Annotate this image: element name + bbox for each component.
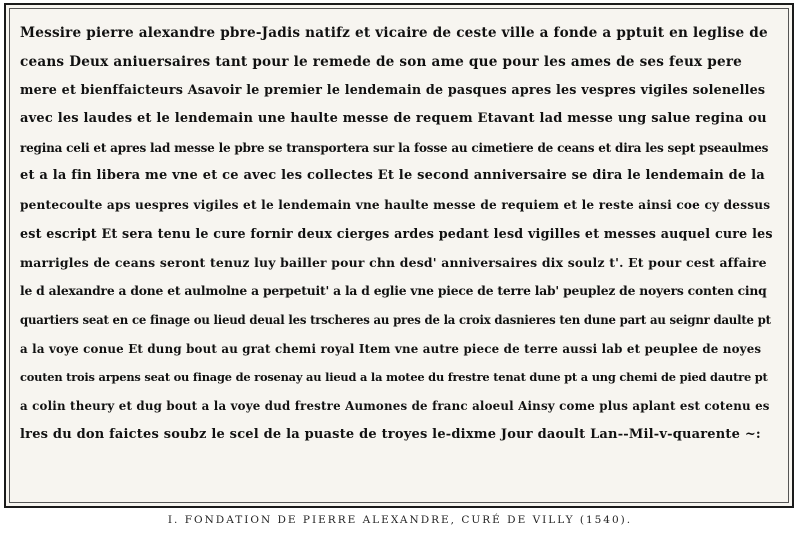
document-line: a colin theury et dug bout a la voye dud frestre Aumones de franc aloeul Ainsy come plus aplant est cotenu es: [20, 398, 770, 413]
document-line: est escript Et sera tenu le cure fornir deux cierges ardes pedant lesd vigilles et messes auquel cure les: [20, 225, 773, 241]
document-line: couten trois arpens seat ou finage de rosenay au lieud a la motee du frestre tenat dune pt a ung chemi de pied dautre pt: [20, 370, 768, 385]
document-line: Messire pierre alexandre pbre-Jadis natifz et vicaire de ceste ville a fonde a pptuit en leglise de: [20, 25, 768, 41]
document-line: le d alexandre a done et aulmolne a perpetuit' a la d eglie vne piece de terre lab' peuplez de noyers conten cinq: [20, 283, 767, 299]
figure-caption: I. FONDATION DE PIERRE ALEXANDRE, CURÉ DE VILLY (1540).: [167, 514, 633, 526]
document-line: lres du don faictes soubz le scel de la puaste de troyes le-dixme Jour daoult Lan--Mil-v-quarente ~:: [20, 426, 761, 442]
document-line: et a la fin libera me vne et ce avec les collectes Et le second anniversaire se dira le lendemain de la: [20, 168, 765, 184]
document-frame: [4, 3, 794, 508]
document-line: regina celi et apres lad messe le pbre se transportera sur la fosse au cimetiere de ceans et dira les sept pseaulmes: [20, 140, 769, 155]
document-line: avec les laudes et le lendemain une haulte messe de requem Etavant lad messe ung salue regina ou: [20, 111, 767, 127]
document-line: ceans Deux aniuersaires tant pour le remede de son ame que pour les ames de ses feux pere: [20, 53, 743, 70]
document-line: quartiers seat en ce finage ou lieud deual les trscheres au pres de la croix dasnieres ten dune part au seignr daulte pt: [20, 312, 771, 327]
document-line: mere et bienffaicteurs Asavoir le premier le lendemain de pasques apres les vespres vigiles solenelles: [20, 82, 766, 98]
document-text: [20, 19, 780, 449]
document-line: a la voye conue Et dung bout au grat chemi royal Item vne autre piece de terre aussi lab et peuplee de noyes: [20, 341, 762, 356]
document-line: pentecoulte aps uespres vigiles et le lendemain vne haulte messe de requiem et le reste ainsi coe cy dessus: [20, 198, 771, 213]
document-line: marrigles de ceans seront tenuz luy bailler pour chn desd' anniversaires dix soulz t'. Et pour cest affaire: [20, 254, 767, 270]
